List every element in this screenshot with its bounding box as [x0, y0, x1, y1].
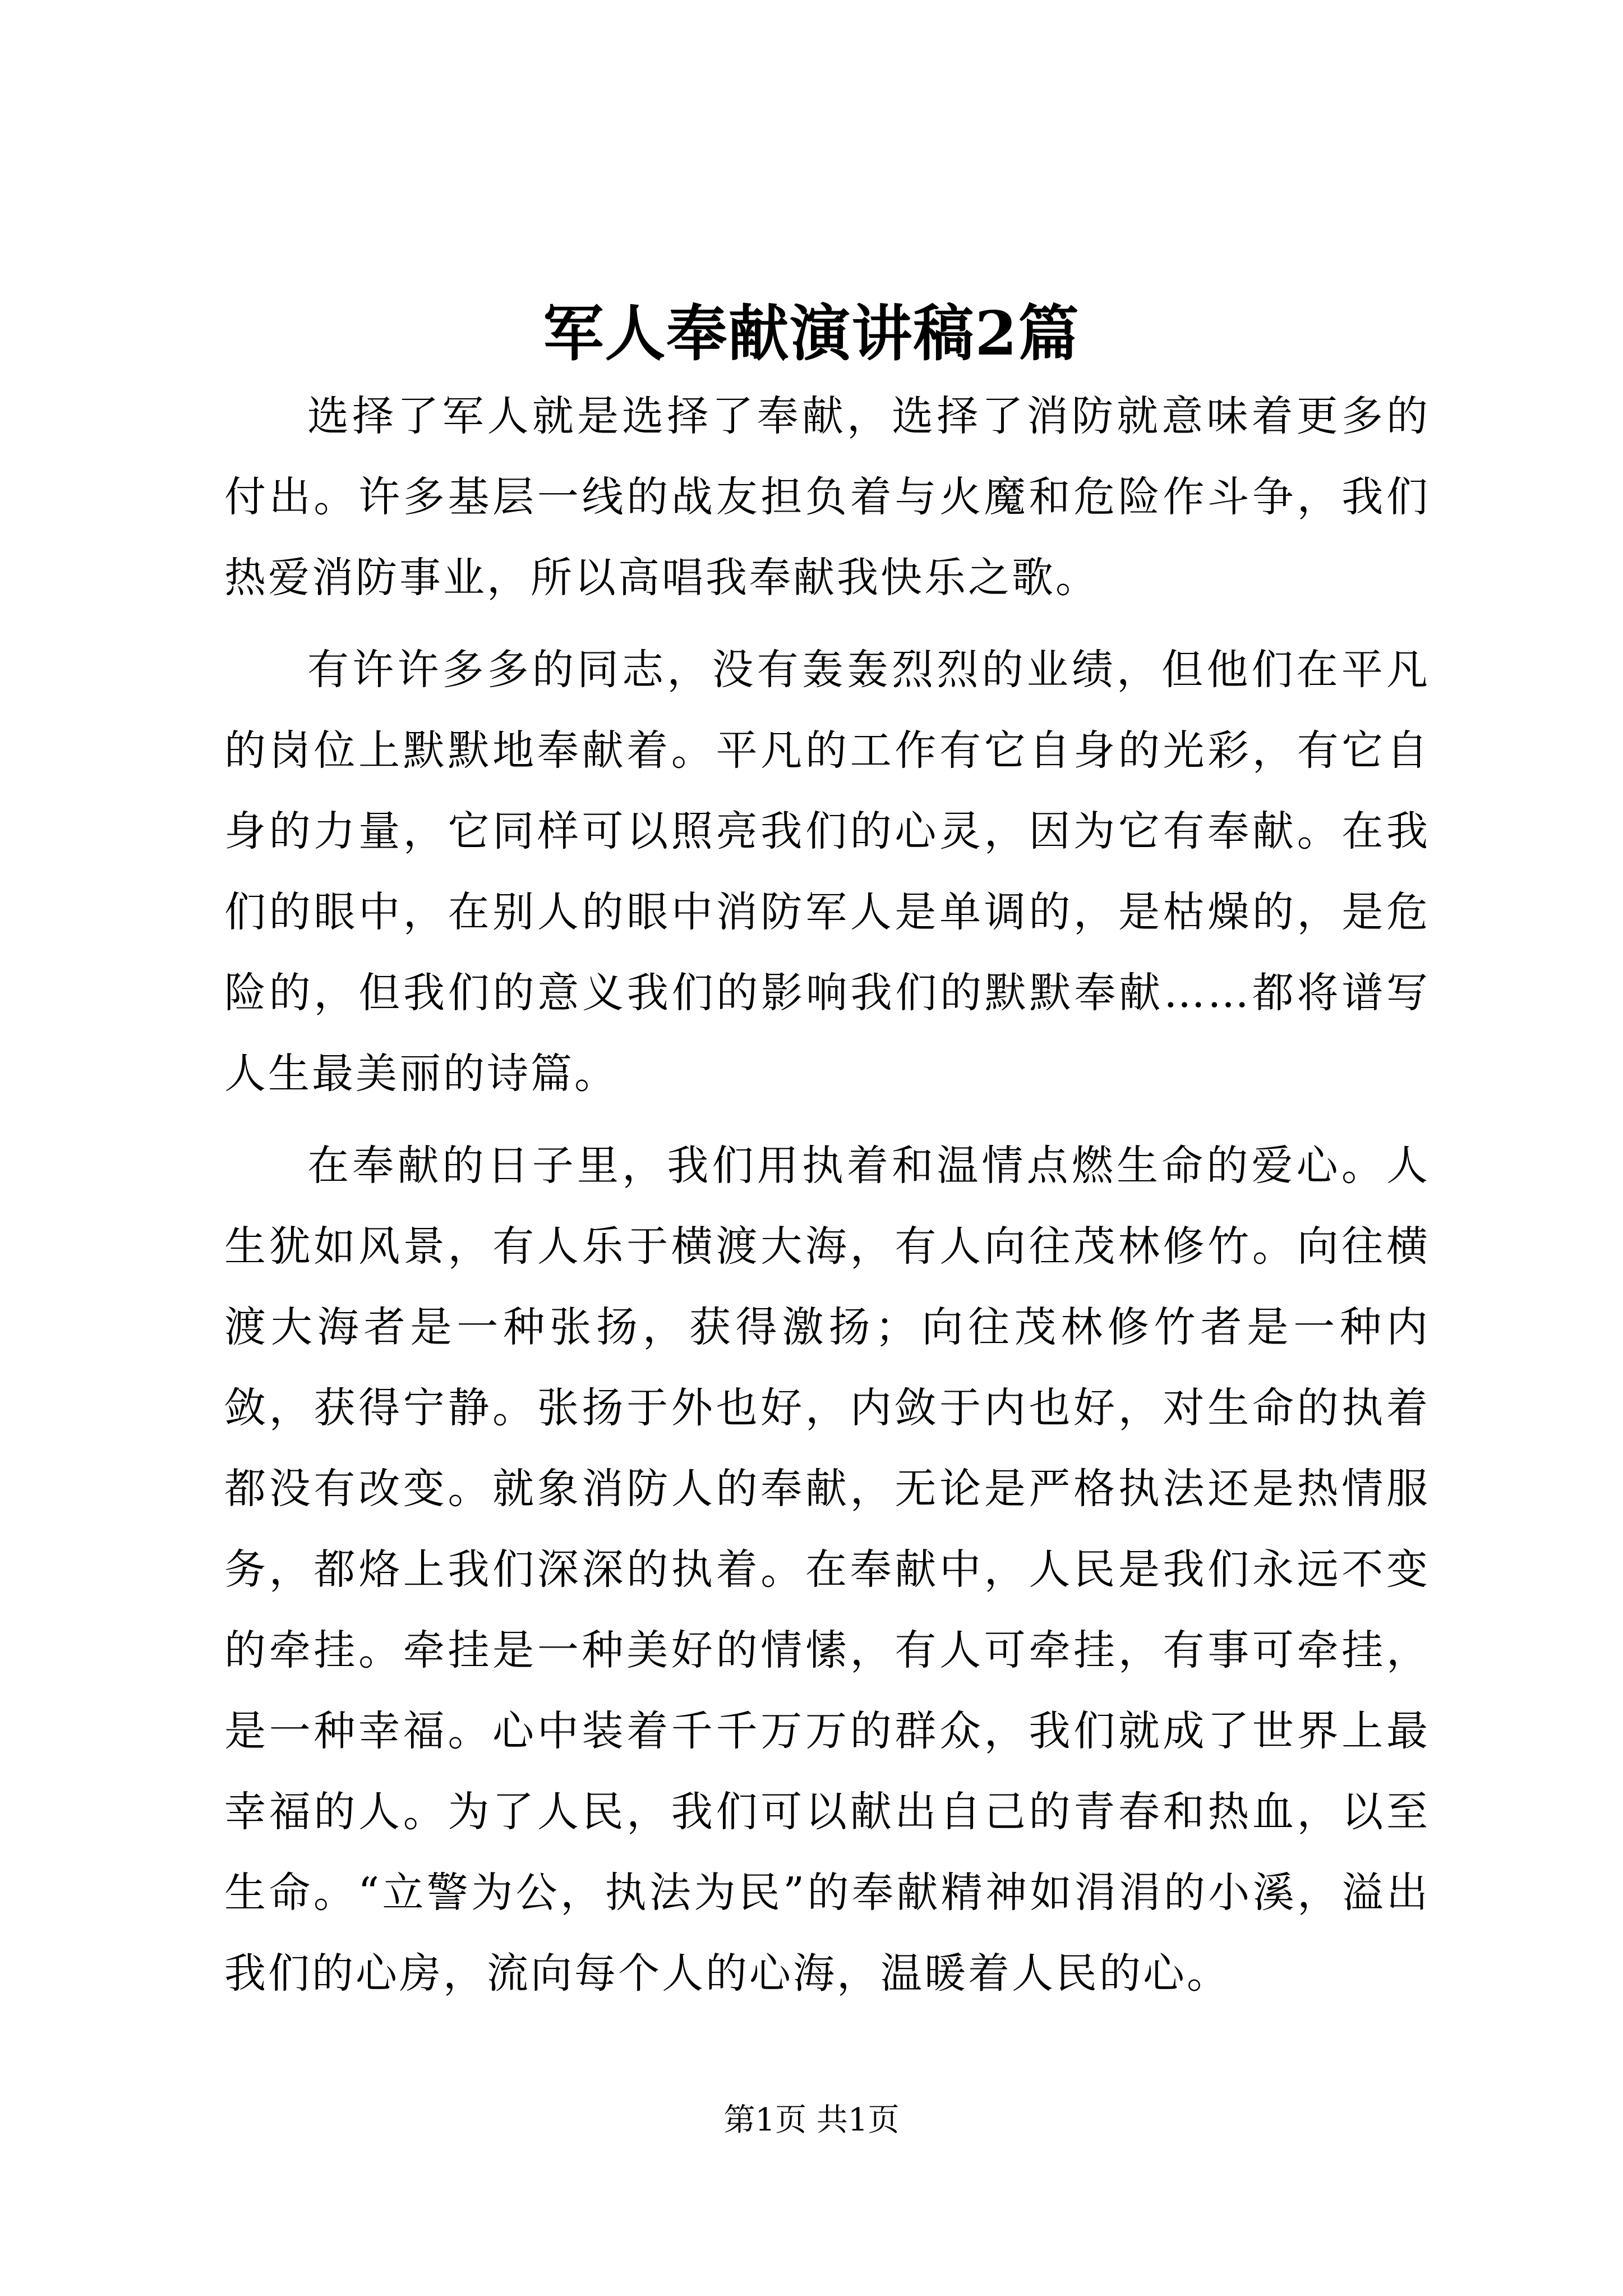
document-body	[224, 376, 1430, 2025]
page-number-footer: 第1页 共1页	[723, 2102, 900, 2138]
paragraph-1: 选择了军人就是选择了奉献，选择了消防就意味着更多的付出。许多基层一线的战友担负着与火魔和危险作斗争，我们热爱消防事业，所以高唱我奉献我快乐之歌。	[224, 392, 1430, 602]
document-title: 军人奉献演讲稿2篇	[543, 298, 1080, 369]
paragraph-2: 有许许多多的同志，没有轰轰烈烈的业绩，但他们在平凡的岗位上默默地奉献着。平凡的工作有它自身的光彩，有它自身的力量，它同样可以照亮我们的心灵，因为它有奉献。在我们的眼中，在别人的眼中消防军人是单调的，是枯燥的，是危险的，但我们的意义我们的影响我们的默默奉献……都将谱写人生最美丽的诗篇。	[224, 646, 1430, 1098]
paragraph-3: 在奉献的日子里，我们用执着和温情点燃生命的爱心。人生犹如风景，有人乐于横渡大海，有人向往茂林修竹。向往横渡大海者是一种张扬，获得激扬；向往茂林修竹者是一种内敛，获得宁静。张扬于外也好，内敛于内也好，对生命的执着都没有改变。就象消防人的奉献，无论是严格执法还是热情服务，都烙上我们深深的执着。在奉献中，人民是我们永远不变的牵挂。牵挂是一种美好的情愫，有人可牵挂，有事可牵挂，是一种幸福。心中装着千千万万的群众，我们就成了世界上最幸福的人。为了人民，我们可以献出自己的青春和热血，以至生命。“立警为公，执法为民”的奉献精神如涓涓的小溪，溢出我们的心房，流向每个人的心海，温暖着人民的心。	[224, 1142, 1430, 1998]
